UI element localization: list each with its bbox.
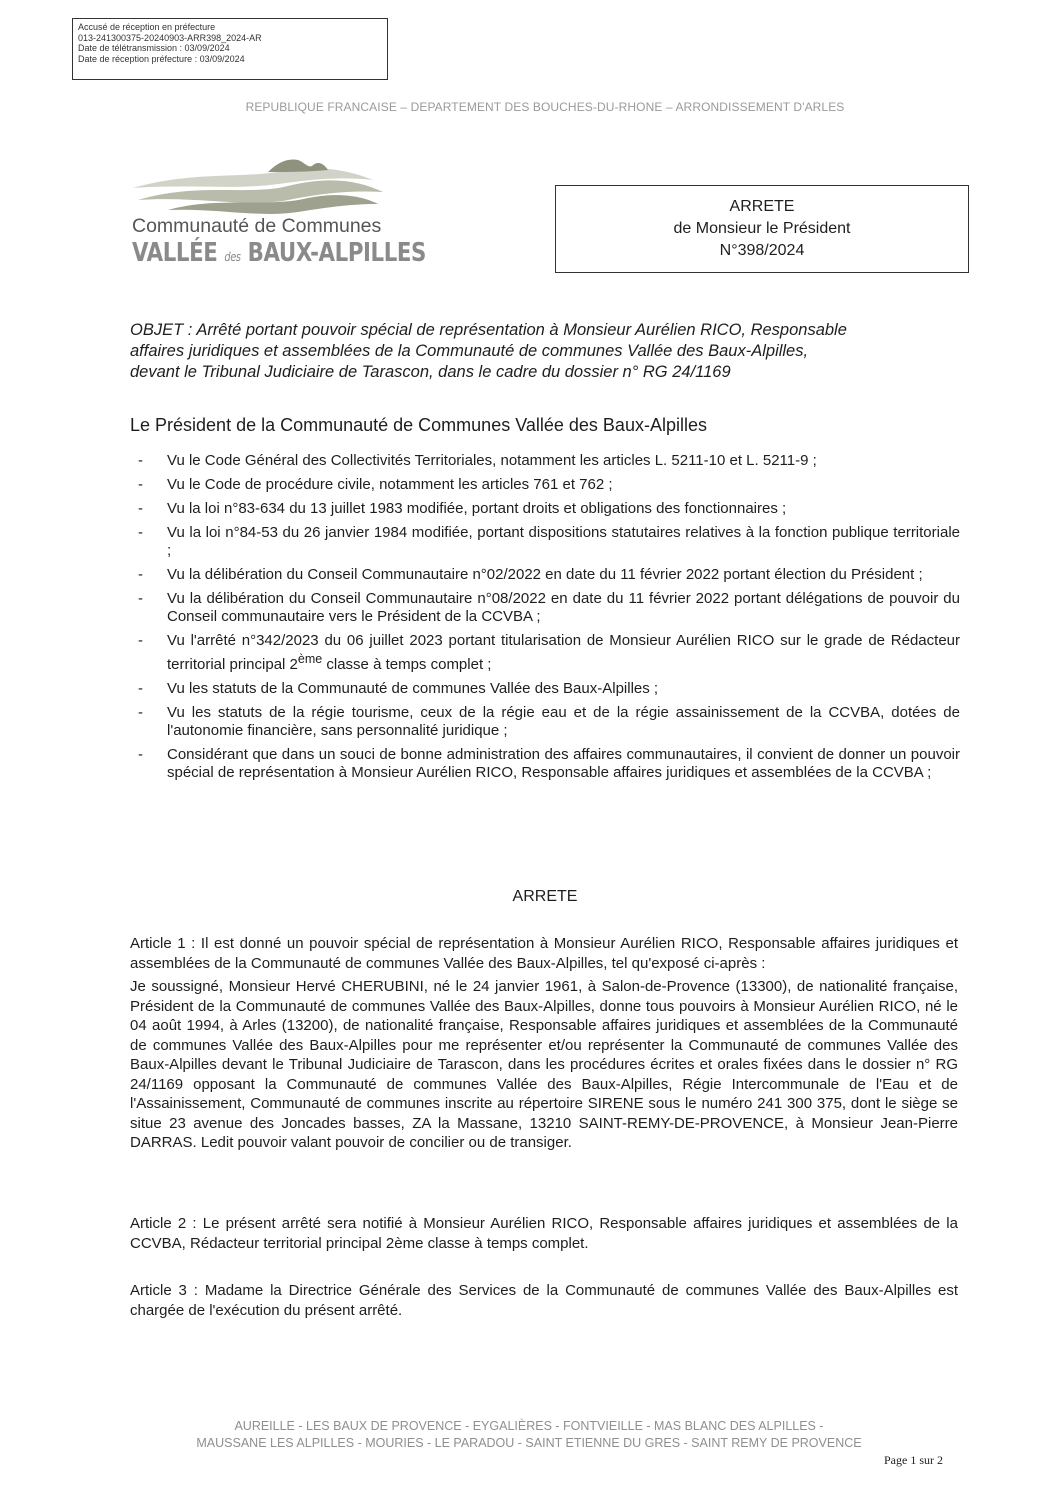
footer-line: AUREILLE - LES BAUX DE PROVENCE - EYGALIÈRES - FONTVIEILLE - MAS BLANC DES ALPILLES -: [234, 1419, 824, 1433]
ccvba-logo: [128, 150, 427, 275]
prefecture-stamp: [72, 18, 388, 80]
footer-line: MAUSSANE LES ALPILLES - MOURIES - LE PARADOU - SAINT ETIENNE DU GRES - SAINT REMY DE PROVENCE: [196, 1436, 862, 1450]
hills-logo-icon: [128, 150, 418, 220]
considerant-item: [130, 632, 960, 674]
arrete-box-line: ARRETE: [729, 198, 795, 215]
considerant-item: - Considérant que dans un souci de bonne administration des affaires communautaires, il convient de donner un pouvoir spécial de représentation à Monsieur Aurélien RICO, Responsable affaires juridiques et assemblées de la CCVBA ;: [130, 746, 960, 782]
arrete-title-box: [555, 185, 969, 273]
logo-text-baux: BAUX-ALPILLES: [247, 238, 427, 268]
stamp-line: Date de réception préfecture : 03/09/2024: [78, 53, 245, 64]
article-2: [130, 1214, 958, 1253]
considerant-item: - Vu le Code de procédure civile, notamment les articles 761 et 762 ;: [130, 476, 960, 494]
article-3-label: Article 3 :: [130, 1282, 198, 1299]
objet-line: devant le Tribunal Judiciaire de Tarascon, dans le cadre du dossier n° RG 24/1169: [130, 363, 731, 381]
arrete-box-number: N°398/2024: [719, 242, 805, 259]
objet-line: affaires juridiques et assemblées de la Communauté de communes Vallée des Baux-Alpilles,: [130, 342, 809, 360]
article-2-label: Article 2 :: [130, 1215, 197, 1232]
considerant-grade-after: classe à temps complet ;: [322, 656, 492, 673]
considerant-item: - Vu le Code Général des Collectivités Territoriales, notamment les articles L. 5211-10 et L. 5211-9 ;: [130, 452, 960, 470]
article-2-text: Le présent arrêté sera notifié à Monsieur Aurélien RICO, Responsable affaires juridiques et assemblées de la CCVBA, Rédacteur territorial principal 2ème classe à temps complet.: [130, 1215, 958, 1252]
stamp-line: Accusé de réception en préfecture: [78, 22, 216, 32]
considerant-grade-sup: ème: [297, 652, 323, 666]
article-1-text: Il est donné un pouvoir spécial de représentation à Monsieur Aurélien RICO, Responsable affaires juridiques et assemblées de la Communauté de communes Vallée des Baux-Alpilles, tel qu'exposé ci-après :: [130, 935, 958, 972]
page-number: Page 1 sur 2: [884, 1453, 943, 1467]
article-1-body: Je soussigné, Monsieur Hervé CHERUBINI, né le 24 janvier 1961, à Salon-de-Provence (13300), de nationalité française, Président de la Communauté de communes Vallée des Baux-Alpilles, donne tous pouvoirs à Monsieur Aurélien RICO, né le 04 août 1994, à Arles (13200), de nationalité française, Responsable affaires juridiques et assemblées de la Communauté de communes Vallée des Baux-Alpilles pour me représenter et/ou représenter la Communauté de communes Vallée des Baux-Alpilles devant le Tribunal Judiciaire de Tarascon, dans les procédures écrites et orales fixées dans le dossier n° RG 24/1169 opposant la Communauté de communes Vallée des Baux-Alpilles, Régie Intercommunale de l'Eau et de l'Assainissement, Communauté de communes inscrite au répertoire SIRENE sous le numéro 241 300 375, dont le siège se situe 23 avenue des Joncades basses, ZA la Massane, 13210 SAINT-REMY-DE-PROVENCE, à Monsieur Jean-Pierre DARRAS. Ledit pouvoir valant pouvoir de concilier ou de transiger.: [130, 978, 958, 1151]
footer-communes: [0, 1418, 1058, 1452]
logo-text-communaute: Communauté de Communes: [132, 215, 382, 237]
considerant-item: - Vu les statuts de la régie tourisme, ceux de la régie eau et de la régie assainissement de la CCVBA, dotées de l'autonomie financière, sans personnalité juridique ;: [130, 704, 960, 740]
article-3-text: Madame la Directrice Générale des Services de la Communauté de communes Vallée des Baux-Alpilles est chargée de l'exécution du présent arrêté.: [130, 1282, 958, 1319]
article-1-label: Article 1 :: [130, 935, 196, 952]
arrete-heading: ARRETE: [512, 888, 578, 905]
objet-line: OBJET : Arrêté portant pouvoir spécial de représentation à Monsieur Aurélien RICO, Responsable: [130, 321, 847, 339]
considerants-list: [130, 452, 960, 788]
considerant-item: - Vu la délibération du Conseil Communautaire n°08/2022 en date du 11 février 2022 portant délégations de pouvoir du Conseil communautaire vers le Président de la CCVBA ;: [130, 590, 960, 626]
logo-text-vallee: [132, 238, 426, 268]
article-3: [130, 1281, 958, 1320]
considerant-item: - Vu la loi n°83-634 du 13 juillet 1983 modifiée, portant droits et obligations des fonctionnaires ;: [130, 500, 960, 518]
logo-text-des: des: [224, 250, 241, 264]
objet-paragraph: [130, 320, 960, 383]
considerant-item: - Vu la loi n°84-53 du 26 janvier 1984 modifiée, portant dispositions statutaires relatives à la fonction publique territoriale ;: [130, 524, 960, 560]
president-heading: Le Président de la Communauté de Communes Vallée des Baux-Alpilles: [130, 415, 707, 435]
considerant-grade-text: Vu l'arrêté n°342/2023 du 06 juillet 2023 portant titularisation de Monsieur Aurélien RICO sur le grade de Rédacteur territorial principal 2: [167, 632, 960, 673]
republique-header: REPUBLIQUE FRANCAISE – DEPARTEMENT DES BOUCHES-DU-RHONE – ARRONDISSEMENT D'ARLES: [245, 100, 845, 114]
arrete-box-line: de Monsieur le Président: [673, 220, 851, 237]
stamp-line: Date de télétransmission : 03/09/2024: [78, 43, 230, 53]
article-1: [130, 934, 958, 973]
stamp-line: 013-241300375-20240903-ARR398_2024-AR: [78, 32, 262, 43]
considerant-item: - Vu les statuts de la Communauté de communes Vallée des Baux-Alpilles ;: [130, 680, 960, 698]
considerant-item: - Vu la délibération du Conseil Communautaire n°02/2022 en date du 11 février 2022 portant élection du Président ;: [130, 566, 960, 584]
logo-text-vallee-part: VALLÉE: [132, 238, 218, 268]
